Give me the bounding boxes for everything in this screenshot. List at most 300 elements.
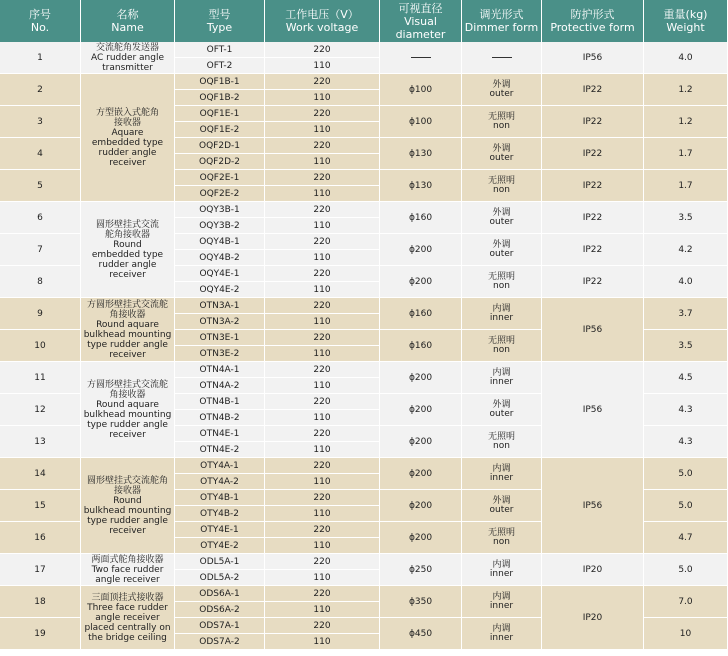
name-line: embedded type bbox=[91, 137, 164, 148]
voltage-cell bbox=[265, 458, 380, 474]
weight-cell bbox=[644, 458, 728, 490]
voltage-value: 220 bbox=[313, 300, 331, 311]
type-value: OQY4E-1 bbox=[199, 268, 240, 279]
name-line: receiver bbox=[109, 157, 146, 168]
type-value: OTY4A-1 bbox=[200, 460, 239, 471]
dimmer-cell bbox=[462, 234, 542, 266]
dimmer-cn: 外调 bbox=[492, 79, 511, 90]
dimmer-en: non bbox=[493, 120, 510, 131]
voltage-cell bbox=[265, 314, 380, 330]
row-no-cell bbox=[0, 394, 81, 426]
type-value: OQY4B-1 bbox=[199, 236, 240, 247]
name-line: embedded type bbox=[91, 249, 164, 260]
protect-value: IP56 bbox=[582, 404, 603, 415]
type-value: OTN4B-1 bbox=[199, 396, 240, 407]
type-cell bbox=[175, 330, 265, 346]
diameter-symbol: ϕ bbox=[408, 596, 415, 607]
type-value: OTY4B-1 bbox=[200, 492, 239, 503]
type-value: OTN3A-1 bbox=[199, 300, 240, 311]
type-cell bbox=[175, 266, 265, 282]
protect-cell bbox=[542, 234, 644, 266]
dimmer-en: inner bbox=[489, 568, 514, 579]
weight-cell bbox=[644, 426, 728, 458]
name-line: 方圆形壁挂式交流舵 bbox=[86, 379, 168, 390]
voltage-value: 110 bbox=[313, 220, 331, 231]
weight-value: 5.0 bbox=[678, 500, 693, 511]
diameter-symbol: ϕ bbox=[408, 564, 415, 575]
name-cell bbox=[81, 298, 175, 362]
name-line: transmitter bbox=[102, 62, 153, 73]
row-number: 10 bbox=[34, 340, 46, 351]
header-weight bbox=[644, 0, 728, 42]
dimmer-cell bbox=[462, 202, 542, 234]
voltage-cell bbox=[265, 122, 380, 138]
diameter-value: 200 bbox=[414, 436, 433, 447]
dimmer-en: outer bbox=[489, 152, 514, 163]
dimmer-cn: 无照明 bbox=[487, 175, 515, 186]
type-value: OQY3B-1 bbox=[199, 204, 240, 215]
voltage-cell bbox=[265, 506, 380, 522]
dimmer-cn: 外调 bbox=[492, 399, 511, 410]
type-cell bbox=[175, 586, 265, 602]
protect-value: IP22 bbox=[582, 244, 603, 255]
weight-value: 4.5 bbox=[678, 372, 693, 383]
dimmer-cn: 内调 bbox=[492, 303, 511, 314]
diameter-value: 100 bbox=[414, 84, 433, 95]
header-name-cn: 名称 bbox=[116, 8, 139, 21]
header-dimmer-cn: 调光形式 bbox=[479, 8, 524, 21]
type-cell bbox=[175, 170, 265, 186]
diameter-value: 200 bbox=[414, 372, 433, 383]
voltage-value: 220 bbox=[313, 140, 331, 151]
voltage-value: 220 bbox=[313, 460, 331, 471]
dimmer-en: outer bbox=[489, 504, 514, 515]
type-cell bbox=[175, 106, 265, 122]
type-cell bbox=[175, 346, 265, 362]
dimmer-cell bbox=[462, 394, 542, 426]
voltage-value: 220 bbox=[313, 268, 331, 279]
voltage-value: 110 bbox=[313, 284, 331, 295]
diameter-cell bbox=[380, 362, 462, 394]
voltage-cell bbox=[265, 570, 380, 586]
weight-cell bbox=[644, 618, 728, 650]
name-line: Round bbox=[113, 495, 142, 506]
type-cell bbox=[175, 394, 265, 410]
voltage-value: 220 bbox=[313, 44, 331, 55]
dimmer-cell bbox=[462, 362, 542, 394]
diameter-symbol: ϕ bbox=[408, 148, 415, 159]
type-value: ODS6A-2 bbox=[199, 604, 240, 615]
weight-cell bbox=[644, 266, 728, 298]
name-cell bbox=[81, 42, 175, 74]
dimmer-cn: 内调 bbox=[492, 463, 511, 474]
header-voltage-cn: 工作电压（V） bbox=[285, 8, 359, 21]
voltage-cell bbox=[265, 186, 380, 202]
type-cell bbox=[175, 378, 265, 394]
diameter-symbol: ϕ bbox=[408, 372, 415, 383]
voltage-cell bbox=[265, 442, 380, 458]
voltage-cell bbox=[265, 202, 380, 218]
diameter-cell bbox=[380, 138, 462, 170]
type-value: OTN3E-2 bbox=[199, 348, 240, 359]
header-name-en: Name bbox=[111, 21, 144, 34]
type-value: OTN4A-1 bbox=[199, 364, 240, 375]
dimmer-cell bbox=[462, 74, 542, 106]
row-number: 3 bbox=[37, 116, 43, 127]
type-cell bbox=[175, 138, 265, 154]
type-cell bbox=[175, 506, 265, 522]
type-value: OQY3B-2 bbox=[199, 220, 240, 231]
name-cell bbox=[81, 554, 175, 586]
dimmer-en: non bbox=[493, 280, 510, 291]
type-value: OQF1B-1 bbox=[199, 76, 240, 87]
row-no-cell bbox=[0, 586, 81, 618]
type-value: OQF2D-1 bbox=[199, 140, 240, 151]
row-no-cell bbox=[0, 426, 81, 458]
type-value: OQF2E-1 bbox=[199, 172, 240, 183]
header-voltage bbox=[265, 0, 380, 42]
row-no-cell bbox=[0, 618, 81, 650]
dash-mark bbox=[411, 57, 431, 58]
diameter-cell bbox=[380, 618, 462, 650]
header-protect-en: Protective form bbox=[550, 21, 635, 34]
diameter-cell bbox=[380, 298, 462, 330]
header-no-cn: 序号 bbox=[29, 8, 51, 21]
type-value: ODL5A-2 bbox=[199, 572, 240, 583]
row-no-cell bbox=[0, 202, 81, 234]
name-line: receiver bbox=[109, 349, 146, 360]
name-line: 接收器 bbox=[113, 117, 141, 128]
voltage-cell bbox=[265, 58, 380, 74]
diameter-value: 200 bbox=[414, 468, 433, 479]
row-no-cell bbox=[0, 490, 81, 522]
weight-cell bbox=[644, 522, 728, 554]
type-value: OQY4B-2 bbox=[199, 252, 240, 263]
type-value: OTY4E-1 bbox=[200, 524, 239, 535]
dimmer-cell bbox=[462, 490, 542, 522]
protect-cell bbox=[542, 266, 644, 298]
dimmer-cn: 无照明 bbox=[487, 527, 515, 538]
diameter-value: 250 bbox=[414, 564, 433, 575]
voltage-value: 110 bbox=[313, 124, 331, 135]
dimmer-en: non bbox=[493, 344, 510, 355]
diameter-symbol: ϕ bbox=[408, 244, 415, 255]
protect-cell bbox=[542, 586, 644, 650]
type-value: OQF2E-2 bbox=[199, 188, 240, 199]
weight-cell bbox=[644, 490, 728, 522]
dimmer-cell bbox=[462, 266, 542, 298]
row-number: 16 bbox=[34, 532, 46, 543]
type-cell bbox=[175, 458, 265, 474]
dimmer-cell bbox=[462, 330, 542, 362]
dimmer-en: inner bbox=[489, 472, 514, 483]
voltage-value: 110 bbox=[313, 252, 331, 263]
protect-value: IP22 bbox=[582, 84, 603, 95]
name-line: Round aquare bbox=[96, 319, 159, 330]
voltage-value: 220 bbox=[313, 332, 331, 343]
diameter-value: 130 bbox=[414, 180, 433, 191]
voltage-value: 220 bbox=[313, 108, 331, 119]
type-cell bbox=[175, 154, 265, 170]
type-value: ODL5A-1 bbox=[199, 556, 240, 567]
dimmer-cn: 外调 bbox=[492, 239, 511, 250]
dimmer-en: non bbox=[493, 440, 510, 451]
type-value: ODS7A-1 bbox=[199, 620, 240, 631]
name-line: bulkhead mounting bbox=[83, 329, 172, 340]
diameter-value: 160 bbox=[414, 212, 433, 223]
header-voltage-en: Work voltage bbox=[285, 21, 359, 34]
diameter-cell bbox=[380, 490, 462, 522]
voltage-value: 110 bbox=[313, 316, 331, 327]
voltage-value: 110 bbox=[313, 188, 331, 199]
diameter-value: 200 bbox=[414, 244, 433, 255]
type-cell bbox=[175, 42, 265, 58]
row-no-cell bbox=[0, 362, 81, 394]
type-cell bbox=[175, 234, 265, 250]
type-cell bbox=[175, 634, 265, 650]
header-dimmer-en: Dimmer form bbox=[464, 21, 539, 34]
type-cell bbox=[175, 442, 265, 458]
diameter-symbol: ϕ bbox=[408, 180, 415, 191]
dimmer-cell bbox=[462, 42, 542, 74]
weight-value: 10 bbox=[679, 628, 692, 639]
row-number: 1 bbox=[37, 52, 43, 63]
dimmer-en: outer bbox=[489, 248, 514, 259]
type-cell bbox=[175, 202, 265, 218]
weight-cell bbox=[644, 298, 728, 330]
voltage-cell bbox=[265, 154, 380, 170]
voltage-cell bbox=[265, 138, 380, 154]
name-line: 三面顶挂式接收器 bbox=[91, 592, 164, 603]
dimmer-en: outer bbox=[489, 216, 514, 227]
name-line: 舵角接收器 bbox=[104, 229, 150, 240]
type-value: ODS6A-1 bbox=[199, 588, 240, 599]
weight-value: 1.7 bbox=[678, 148, 693, 159]
voltage-value: 110 bbox=[313, 156, 331, 167]
type-cell bbox=[175, 602, 265, 618]
diameter-value: 100 bbox=[414, 116, 433, 127]
voltage-cell bbox=[265, 218, 380, 234]
protect-cell bbox=[542, 74, 644, 106]
row-number: 13 bbox=[34, 436, 46, 447]
type-cell bbox=[175, 90, 265, 106]
row-no-cell bbox=[0, 298, 81, 330]
type-value: OQF1E-1 bbox=[199, 108, 240, 119]
name-line: 圆形壁挂式交流舵角 bbox=[86, 475, 168, 486]
type-value: OFT-2 bbox=[206, 60, 233, 71]
name-line: the bridge ceiling bbox=[88, 632, 167, 643]
diameter-cell bbox=[380, 234, 462, 266]
weight-cell bbox=[644, 106, 728, 138]
name-line: 圆形壁挂式交流 bbox=[95, 219, 159, 230]
name-line: 交流舵角发送器 bbox=[95, 42, 159, 53]
protect-value: IP56 bbox=[582, 324, 603, 335]
diameter-value: 200 bbox=[414, 404, 433, 415]
voltage-cell bbox=[265, 394, 380, 410]
dimmer-en: inner bbox=[489, 376, 514, 387]
name-line: rudder angle bbox=[98, 147, 157, 158]
protect-value: IP56 bbox=[582, 52, 603, 63]
weight-value: 5.0 bbox=[678, 468, 693, 479]
diameter-symbol: ϕ bbox=[408, 308, 415, 319]
header-diameter-cn: 可视直径 bbox=[398, 1, 443, 15]
row-number: 5 bbox=[37, 180, 43, 191]
row-number: 12 bbox=[34, 404, 46, 415]
type-value: ODS7A-2 bbox=[199, 636, 240, 647]
row-number: 19 bbox=[34, 628, 46, 639]
type-cell bbox=[175, 538, 265, 554]
weight-value: 4.3 bbox=[678, 436, 693, 447]
diameter-value: 200 bbox=[414, 500, 433, 511]
weight-value: 7.0 bbox=[678, 596, 693, 607]
protect-cell bbox=[542, 458, 644, 554]
name-line: Two face rudder bbox=[91, 564, 164, 575]
diameter-symbol: ϕ bbox=[408, 436, 415, 447]
diameter-cell bbox=[380, 522, 462, 554]
diameter-cell bbox=[380, 106, 462, 138]
dimmer-cn: 无照明 bbox=[487, 271, 515, 282]
voltage-cell bbox=[265, 378, 380, 394]
protect-cell bbox=[542, 202, 644, 234]
voltage-cell bbox=[265, 330, 380, 346]
type-value: OTY4E-2 bbox=[200, 540, 239, 551]
name-line: 方型嵌入式舵角 bbox=[95, 107, 159, 118]
row-number: 17 bbox=[34, 564, 46, 575]
weight-value: 3.5 bbox=[678, 212, 693, 223]
diameter-symbol: ϕ bbox=[408, 500, 415, 511]
type-cell bbox=[175, 74, 265, 90]
diameter-symbol: ϕ bbox=[408, 116, 415, 127]
header-no bbox=[0, 0, 81, 42]
voltage-cell bbox=[265, 106, 380, 122]
diameter-symbol: ϕ bbox=[408, 404, 415, 415]
header-dimmer bbox=[462, 0, 542, 42]
name-line: receiver bbox=[109, 429, 146, 440]
voltage-value: 110 bbox=[313, 412, 331, 423]
type-cell bbox=[175, 618, 265, 634]
diameter-cell bbox=[380, 394, 462, 426]
type-value: OQF1E-2 bbox=[199, 124, 240, 135]
protect-value: IP22 bbox=[582, 212, 603, 223]
weight-value: 3.5 bbox=[678, 340, 693, 351]
dimmer-en: inner bbox=[489, 312, 514, 323]
name-cell bbox=[81, 586, 175, 650]
voltage-value: 110 bbox=[313, 604, 331, 615]
voltage-value: 110 bbox=[313, 380, 331, 391]
row-number: 7 bbox=[37, 244, 43, 255]
voltage-value: 220 bbox=[313, 396, 331, 407]
protect-value: IP22 bbox=[582, 180, 603, 191]
voltage-cell bbox=[265, 522, 380, 538]
voltage-cell bbox=[265, 346, 380, 362]
dimmer-cn: 无照明 bbox=[487, 431, 515, 442]
header-weight-cn: 重量(kg) bbox=[663, 8, 708, 21]
header-diameter-en: Visual diameter bbox=[395, 14, 446, 41]
protect-value: IP20 bbox=[582, 564, 603, 575]
voltage-cell bbox=[265, 586, 380, 602]
dimmer-cell bbox=[462, 138, 542, 170]
weight-value: 4.0 bbox=[678, 276, 693, 287]
diameter-cell bbox=[380, 170, 462, 202]
dimmer-cn: 内调 bbox=[492, 367, 511, 378]
header-type-cn: 型号 bbox=[208, 8, 231, 21]
type-cell bbox=[175, 218, 265, 234]
dimmer-cell bbox=[462, 426, 542, 458]
voltage-value: 220 bbox=[313, 428, 331, 439]
voltage-value: 220 bbox=[313, 492, 331, 503]
dimmer-en: inner bbox=[489, 632, 514, 643]
weight-cell bbox=[644, 362, 728, 394]
dimmer-cn: 无照明 bbox=[487, 111, 515, 122]
type-value: OQF2D-2 bbox=[199, 156, 240, 167]
type-cell bbox=[175, 122, 265, 138]
row-number: 14 bbox=[34, 468, 46, 479]
diameter-cell bbox=[380, 266, 462, 298]
voltage-value: 110 bbox=[313, 92, 331, 103]
dimmer-cell bbox=[462, 298, 542, 330]
name-line: 接收器 bbox=[113, 485, 141, 496]
row-number: 11 bbox=[34, 372, 46, 383]
diameter-value: 130 bbox=[414, 148, 433, 159]
type-value: OTY4B-2 bbox=[200, 508, 239, 519]
diameter-value: 160 bbox=[414, 340, 433, 351]
voltage-value: 110 bbox=[313, 540, 331, 551]
dimmer-en: outer bbox=[489, 408, 514, 419]
header-type-en: Type bbox=[206, 21, 233, 34]
weight-value: 5.0 bbox=[678, 564, 693, 575]
dimmer-cn: 外调 bbox=[492, 207, 511, 218]
type-value: OTN4A-2 bbox=[199, 380, 240, 391]
header-type bbox=[175, 0, 265, 42]
type-cell bbox=[175, 570, 265, 586]
protect-cell bbox=[542, 138, 644, 170]
weight-value: 1.2 bbox=[678, 116, 693, 127]
diameter-symbol: ϕ bbox=[408, 468, 415, 479]
type-cell bbox=[175, 282, 265, 298]
dimmer-cell bbox=[462, 618, 542, 650]
dash-mark bbox=[492, 57, 512, 58]
voltage-value: 220 bbox=[313, 204, 331, 215]
voltage-value: 110 bbox=[313, 508, 331, 519]
weight-cell bbox=[644, 554, 728, 586]
protect-value: IP22 bbox=[582, 148, 603, 159]
voltage-cell bbox=[265, 266, 380, 282]
name-line: 方圆形壁挂式交流舵 bbox=[86, 299, 168, 310]
diameter-value: 200 bbox=[414, 276, 433, 287]
dimmer-en: non bbox=[493, 184, 510, 195]
diameter-cell bbox=[380, 330, 462, 362]
dimmer-cell bbox=[462, 586, 542, 618]
name-line: type rudder angle bbox=[87, 515, 168, 526]
row-no-cell bbox=[0, 330, 81, 362]
dimmer-cell bbox=[462, 106, 542, 138]
voltage-cell bbox=[265, 42, 380, 58]
weight-cell bbox=[644, 42, 728, 74]
type-value: OQY4E-2 bbox=[199, 284, 240, 295]
type-value: OTN4B-2 bbox=[199, 412, 240, 423]
voltage-cell bbox=[265, 474, 380, 490]
diameter-symbol: ϕ bbox=[408, 212, 415, 223]
diameter-cell bbox=[380, 426, 462, 458]
row-number: 15 bbox=[34, 500, 46, 511]
protect-cell bbox=[542, 362, 644, 458]
header-protect-cn: 防护形式 bbox=[570, 8, 615, 21]
voltage-cell bbox=[265, 250, 380, 266]
name-line: type rudder angle bbox=[87, 339, 168, 350]
protect-value: IP22 bbox=[582, 116, 603, 127]
name-line: bulkhead mounting bbox=[83, 409, 172, 420]
dimmer-cn: 内调 bbox=[492, 623, 511, 634]
